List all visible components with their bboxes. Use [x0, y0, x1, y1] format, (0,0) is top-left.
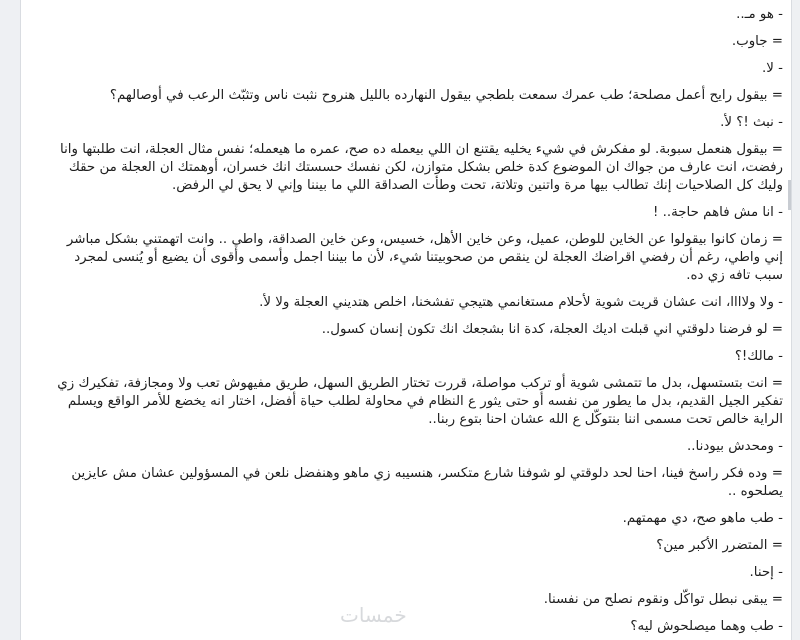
scroll-indicator — [788, 180, 791, 210]
dialogue-line: = لو فرضنا دلوقتي اني قبلت اديك العجلة، كدة انا بشجعك انك تكون إنسان كسول.. — [321, 322, 783, 337]
dialogue-line: = جاوب. — [731, 34, 783, 49]
dialogue-line: - هو مـ.. — [736, 7, 783, 22]
dialogue-line: - انا مش فاهم حاجة.. ! — [652, 205, 783, 220]
dialogue-line: - نبث !؟ لأ. — [720, 115, 783, 130]
dialogue-line: = وده فكر راسخ فينا، احنا لحد دلوقتي لو شوفنا شارع متكسر، هنسيبه زي ماهو وهنفضل نلعن في المسؤولين عشان مش عايزين يصلحوه .. — [71, 466, 783, 499]
dialogue-line: - ومحدش بيودنا.. — [687, 439, 783, 454]
dialogue-line: - مالك!؟ — [734, 349, 783, 364]
dialogue-text — [21, 0, 791, 636]
dialogue-line: - لا. — [762, 61, 783, 76]
dialogue-line: = بيقول رايح أعمل مصلحة؛ طب عمرك سمعت بلطجي بيقول النهارده بالليل هنروح نثبت ناس وتثبّث الرعب في أوصالهم؟ — [109, 88, 783, 103]
dialogue-line: = انت بتستسهل، بدل ما تتمشى شوية أو تركب مواصلة، قررت تختار الطريق السهل، طريق مفيهوش تعب ولا ومجازفة، تفكيرك زي تفكير الجيل القديم، بدل ما يطور من نفسه أو حتى يثور ع النظام في محاولة لطلب حياة أفضل، اختار انه يخضع للأمر الواقع ويسلم الراية خالص تحت مسمى اننا بنتوكّل ع الله عشان احنا بتوع ربنا.. — [57, 376, 783, 427]
dialogue-line: = زمان كانوا بيقولوا عن الخاين للوطن، عميل، وعن خاين الأهل، خسيس، وعن خاين الصداقة، واطي .. وانت اتهمتني بشكل مباشر إني واطي، رغم أن رفضي اقراضك العجلة لن ينقص من صحوبيتنا شيء، لأن ما بيننا اجمل وأسمى وأقوى أن يضيع أو يُنسى لمجرد سبب تافه زي ده. — [66, 232, 783, 283]
dialogue-line: - إحنا. — [749, 565, 783, 580]
dialogue-line: = المتضرر الأكبر مين؟ — [656, 538, 783, 553]
document-page — [20, 0, 792, 640]
site-watermark: خمسات — [340, 603, 407, 627]
dialogue-line: - طب ماهو صح، دي مهمتهم. — [622, 511, 783, 526]
dialogue-line: = بيقول هنعمل سبوبة. لو مفكرش في شيء يخليه يقتنع ان اللي بيعمله ده صح، عمره ما هيعمله؛ نفس مثال العجلة، انت طلبتها وانا رفضت، انت عارف من جواك ان الموضوع كدة خلص بشكل متوازن، لكن نفسك حسستك انك خسران، أوهمتك ان العجلة من حقك وليك كل الصلاحيات إنك تطالب بيها مرة واتنين وتلاتة، تحت وطأت الصداقة اللي ما بيننا وإني لا يحق لي الرفض. — [60, 142, 783, 193]
dialogue-line: = يبقى نبطل تواكّل ونقوم نصلح من نفسنا. — [543, 592, 783, 607]
dialogue-line: - طب وهما ميصلحوش ليه؟ — [630, 619, 783, 634]
dialogue-line: - ولا ولاااا، انت عشان قريت شوية لأحلام مستغانمي هتيجي تفشخنا، اخلص هتديني العجلة ولا لأ. — [259, 295, 783, 310]
